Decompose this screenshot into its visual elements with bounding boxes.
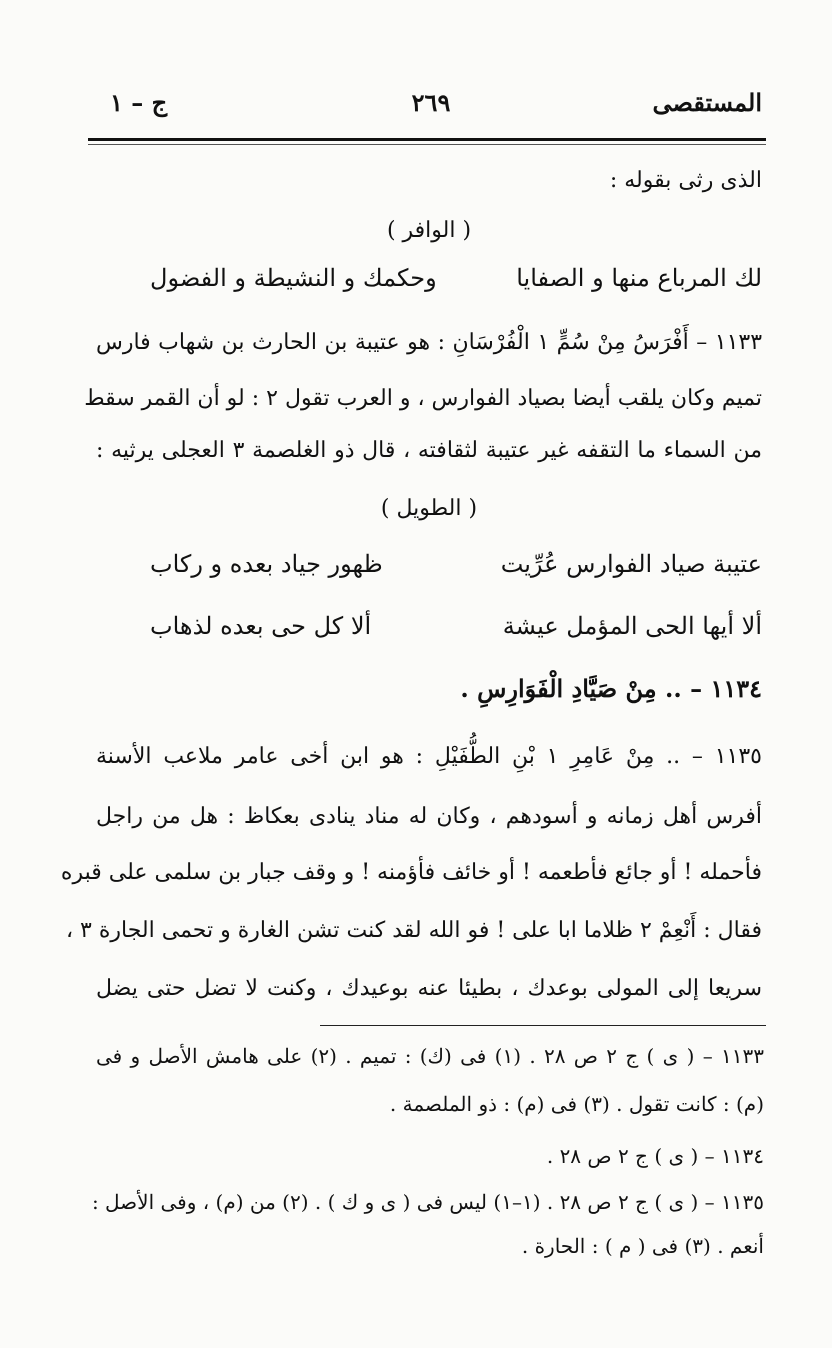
entry-1135-line-1: ١١٣٥ – .. مِنْ عَامِرِ ١ بْنِ الطُّفَيْلِ : هو ابن أخى عامر ملاعب الأسنة [96, 744, 762, 769]
entry-1133-line-1: ١١٣٣ – أَفْرَسُ مِنْ سُمٍّ ١ الْفُرْسَانِ : هو عتيبة بن الحارث بن شهاب فارس [96, 330, 763, 355]
footnote-1135-line-1: ١١٣٥ – ( ى ) ج ٢ ص ٢٨ . (١–١) ليس فى ( ى و ك ) . (٢) من (م) ، وفى الأصل : [91, 1190, 764, 1214]
verse-1-first-hemistich: لك المرباع منها و الصفايا [516, 264, 762, 292]
entry-1135-line-4: فقال : أَنْعِمْ ٢ ظلاما ابا على ! فو الله لقد كنت تشن الغارة و تحمى الجارة ٣ ، [65, 918, 762, 943]
header-rule-thin [88, 144, 766, 145]
verse-1-second-hemistich: وحكمك و النشيطة و الفضول [150, 264, 437, 292]
volume-label: ج – ١ [110, 88, 168, 117]
verse-1 [150, 264, 762, 292]
footnote-1135-line-2: أنعم . (٣) فى ( م ) : الحارة . [521, 1234, 764, 1258]
intro-line: الذى رثى بقوله : [609, 168, 762, 193]
page-number: ٢٦٩ [411, 88, 451, 117]
entry-1135-line-3: فأحمله ! أو جائع فأطعمه ! أو خائف فأؤمنه ! و وقف جبار بن سلمى على قبره [60, 860, 762, 885]
running-header [100, 88, 762, 128]
entry-1133-line-3: من السماء ما التقفه غير عتيبة لثقافته ، قال ذو الغلصمة ٣ العجلى يرثيه : [96, 438, 762, 463]
footnote-1133-line-2: (م) : كانت تقول . (٣) فى (م) : ذو الملصمة . [389, 1092, 764, 1116]
footnote-1133-line-1: ١١٣٣ – ( ى ) ج ٢ ص ٢٨ . (١) فى (ك) : تميم . (٢) على هامش الأصل و فى [96, 1044, 764, 1068]
verse-3 [150, 612, 762, 640]
verse-2-second-hemistich: ظهور جياد بعده و ركاب [150, 550, 383, 578]
verse-2-first-hemistich: عتيبة صياد الفوارس عُرِّيت [500, 550, 762, 578]
meter-label-wafir: ( الوافر ) [386, 218, 472, 243]
entry-1133-line-2: تميم وكان يلقب أيضا بصياد الفوارس ، و العرب تقول ٢ : لو أن القمر سقط [84, 386, 762, 411]
footnote-1134: ١١٣٤ – ( ى ) ج ٢ ص ٢٨ . [546, 1144, 764, 1168]
header-rule [88, 138, 766, 141]
book-title: المستقصى [652, 88, 762, 117]
footnote-rule [320, 1025, 766, 1026]
entry-1135-line-2: أفرس أهل زمانه و أسودهم ، وكان له مناد ينادى بعكاظ : هل من راجل [96, 804, 762, 829]
verse-3-second-hemistich: ألا كل حى بعده لذهاب [150, 612, 372, 640]
verse-2 [150, 550, 762, 578]
entry-1134: ١١٣٤ – .. مِنْ صَيَّادِ الْفَوَارِسِ . [460, 674, 762, 703]
meter-label-tawil: ( الطويل ) [380, 496, 478, 521]
verse-3-first-hemistich: ألا أيها الحى المؤمل عيشة [502, 612, 762, 640]
entry-1135-line-5: سريعا إلى المولى بوعدك ، بطيئا عنه بوعيدك ، وكنت لا تضل حتى يضل [96, 976, 762, 1001]
